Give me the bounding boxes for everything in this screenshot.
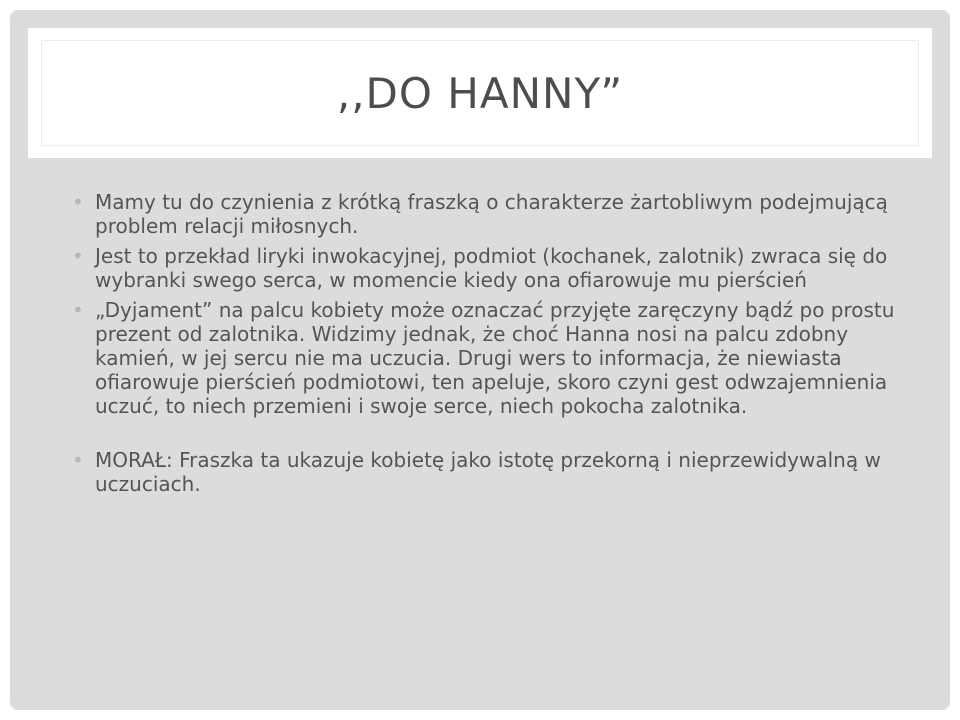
bullet-text: MORAŁ: Fraszka ta ukazuje kobietę jako istotę przekorną i nieprzewidywalną w uczuciach. [95,448,881,496]
bullet-text: Mamy tu do czynienia z krótką fraszką o charakterze żartobliwym podejmującą problem relacji miłosnych. [95,190,888,238]
title-frame [28,28,932,158]
title-box [41,40,919,146]
bullet-text: „Dyjament” na palcu kobiety może oznaczać przyjęte zaręczyny bądź po prostu prezent od zalotnika. Widzimy jednak, że choć Hanna nosi na palcu zdobny kamień, w jej sercu nie ma uczucia. Drugi wers to informacja, że niewiasta ofiarowuje pierścień podmiotowi, ten apeluje, skoro czyni gest odwzajemnienia uczuć, to niech przemieni i swoje serce, niech pokocha zalotnika. [95,298,895,418]
bullet-dot-icon: • [72,448,84,472]
bullet-dot-icon: • [72,298,84,322]
bullet-item [72,448,922,496]
bullet-dot-icon: • [72,244,84,268]
slide-title: ,,DO HANNY” [336,68,624,118]
bullet-text: Jest to przekład liryki inwokacyjnej, podmiot (kochanek, zalotnik) zwraca się do wybranki swego serca, w momencie kiedy ona ofiarowuje mu pierścień [95,244,888,292]
bullet-list [72,190,922,502]
bullet-dot-icon: • [72,190,84,214]
bullet-item [72,244,922,292]
bullet-item [72,298,922,418]
bullet-item [72,190,922,238]
slide [10,10,950,710]
